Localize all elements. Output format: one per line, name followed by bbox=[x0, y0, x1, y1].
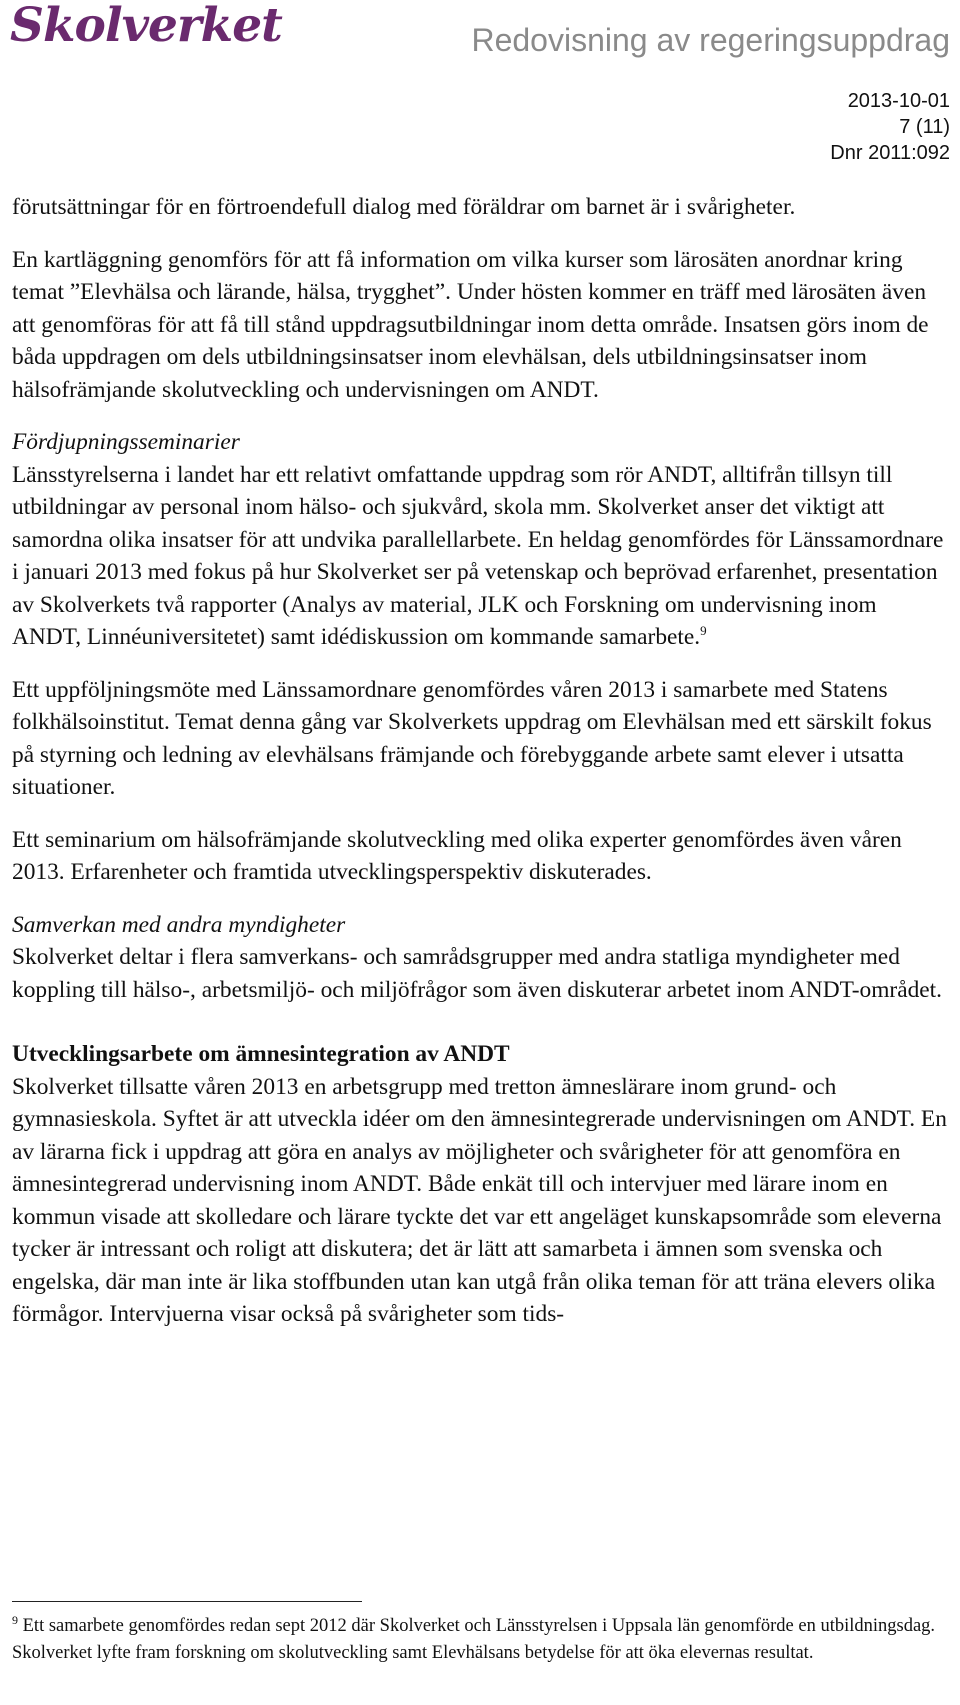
section-heading-amnesintegration: Utvecklingsarbete om ämnesintegration av ANDT bbox=[12, 1041, 510, 1067]
paragraph-4: Ett uppföljningsmöte med Länssamordnare genomfördes våren 2013 i samarbete med Statens folkhälsoinstitut. Temat denna gång var Skolverkets uppdrag om Elevhälsan med ett särskilt fokus på styrning och ledning av elevhälsans främjande och förebyggande arbete samt elever i utsatta situationer. bbox=[12, 676, 932, 800]
paragraph-5: Ett seminarium om hälsofrämjande skolutveckling med olika experter genomfördes även våren 2013. Erfarenheter och framtida utvecklingsperspektiv diskuterades. bbox=[12, 826, 902, 885]
subheading-fordjupningsseminarier: Fördjupningsseminarier bbox=[12, 429, 240, 455]
footnote-divider bbox=[12, 1601, 362, 1602]
document-type-title: Redovisning av regeringsuppdrag bbox=[471, 22, 950, 58]
page-number: 7 (11) bbox=[899, 116, 950, 138]
diary-number: Dnr 2011:092 bbox=[830, 142, 950, 164]
footnote-number: 9 bbox=[12, 1612, 18, 1627]
document-body bbox=[12, 191, 950, 1331]
paragraph-3-text: Länsstyrelserna i landet har ett relativt omfattande uppdrag som rör ANDT, alltifrån tillsyn till utbildningar av personal inom hälso- och sjukvård, skola mm. Skolverket anser det viktigt att samordna olika insatser för att undvika parallellarbete. En heldag genomfördes för Länssamordnare i januari 2013 med fokus på hur Skolverket ser på vetenskap och beprövad erfarenhet, presentation av Skolverkets två rapporter (Analys av material, JLK och Forskning om undervisning inom ANDT, Linnéuniversitetet) samt idédiskussion om kommande samarbete. bbox=[12, 461, 944, 650]
document-meta bbox=[830, 88, 950, 166]
paragraph-7: Skolverket tillsatte våren 2013 en arbetsgrupp med tretton ämneslärare inom grund- och gymnasieskola. Syftet är att utveckla idéer om den ämnesintegrerade undervisningen om ANDT. En av lärarna fick i uppdrag att göra en analys av möjligheter och svårigheter för att genomföra en ämnesintegrerad undervisning inom ANDT. Både enkät till och intervjuer med lärare inom en kommun visade att skolledare och lärare tyckte det var ett angeläget kunskapsområde som eleverna tycker är intressant och roligt att diskutera; det är lätt att samarbeta i ämnen som svenska och engelska, där man inte är lika stoffbunden utan kan utgå från olika teman för att träna elevers olika förmågor. Intervjuerna visar också på svårigheter som tids- bbox=[12, 1073, 947, 1327]
paragraph-3 bbox=[12, 459, 950, 654]
footnote-text: Ett samarbete genomfördes redan sept 2012 där Skolverket och Länsstyrelsen i Uppsala län genomförde en utbildningsdag. Skolverket lyfte fram forskning om skolutveckling samt Elevhälsans betydelse för att öka elevernas resultat. bbox=[12, 1616, 936, 1663]
document-date: 2013-10-01 bbox=[847, 90, 950, 112]
subheading-samverkan: Samverkan med andra myndigheter bbox=[12, 911, 346, 938]
paragraph-2: En kartläggning genomförs för att få information om vilka kurser som lärosäten anordnar kring temat ”Elevhälsa och lärande, hälsa, trygghet”. Under hösten kommer en träff med lärosäten även att genomföras för att få till stånd uppdragsutbildningar inom detta område. Insatsen görs inom de båda uppdragen om dels utbildningsinsatser inom elevhälsan, dels utbildningsinsatser inom hälsofrämjande skolutveckling och undervisningen om ANDT. bbox=[12, 246, 929, 403]
footnote-9 bbox=[12, 1613, 948, 1667]
skolverket-logo: Skolverket bbox=[10, 0, 282, 53]
footnote-reference[interactable]: 9 bbox=[700, 623, 707, 639]
paragraph-6: Skolverket deltar i flera samverkans- och samrådsgrupper med andra statliga myndigheter med koppling till hälso-, arbetsmiljö- och miljöfrågor som även diskuterar arbetet inom ANDT-området. bbox=[12, 944, 943, 1003]
paragraph-1: förutsättningar för en förtroendefull dialog med föräldrar om barnet är i svårigheter. bbox=[12, 194, 796, 220]
